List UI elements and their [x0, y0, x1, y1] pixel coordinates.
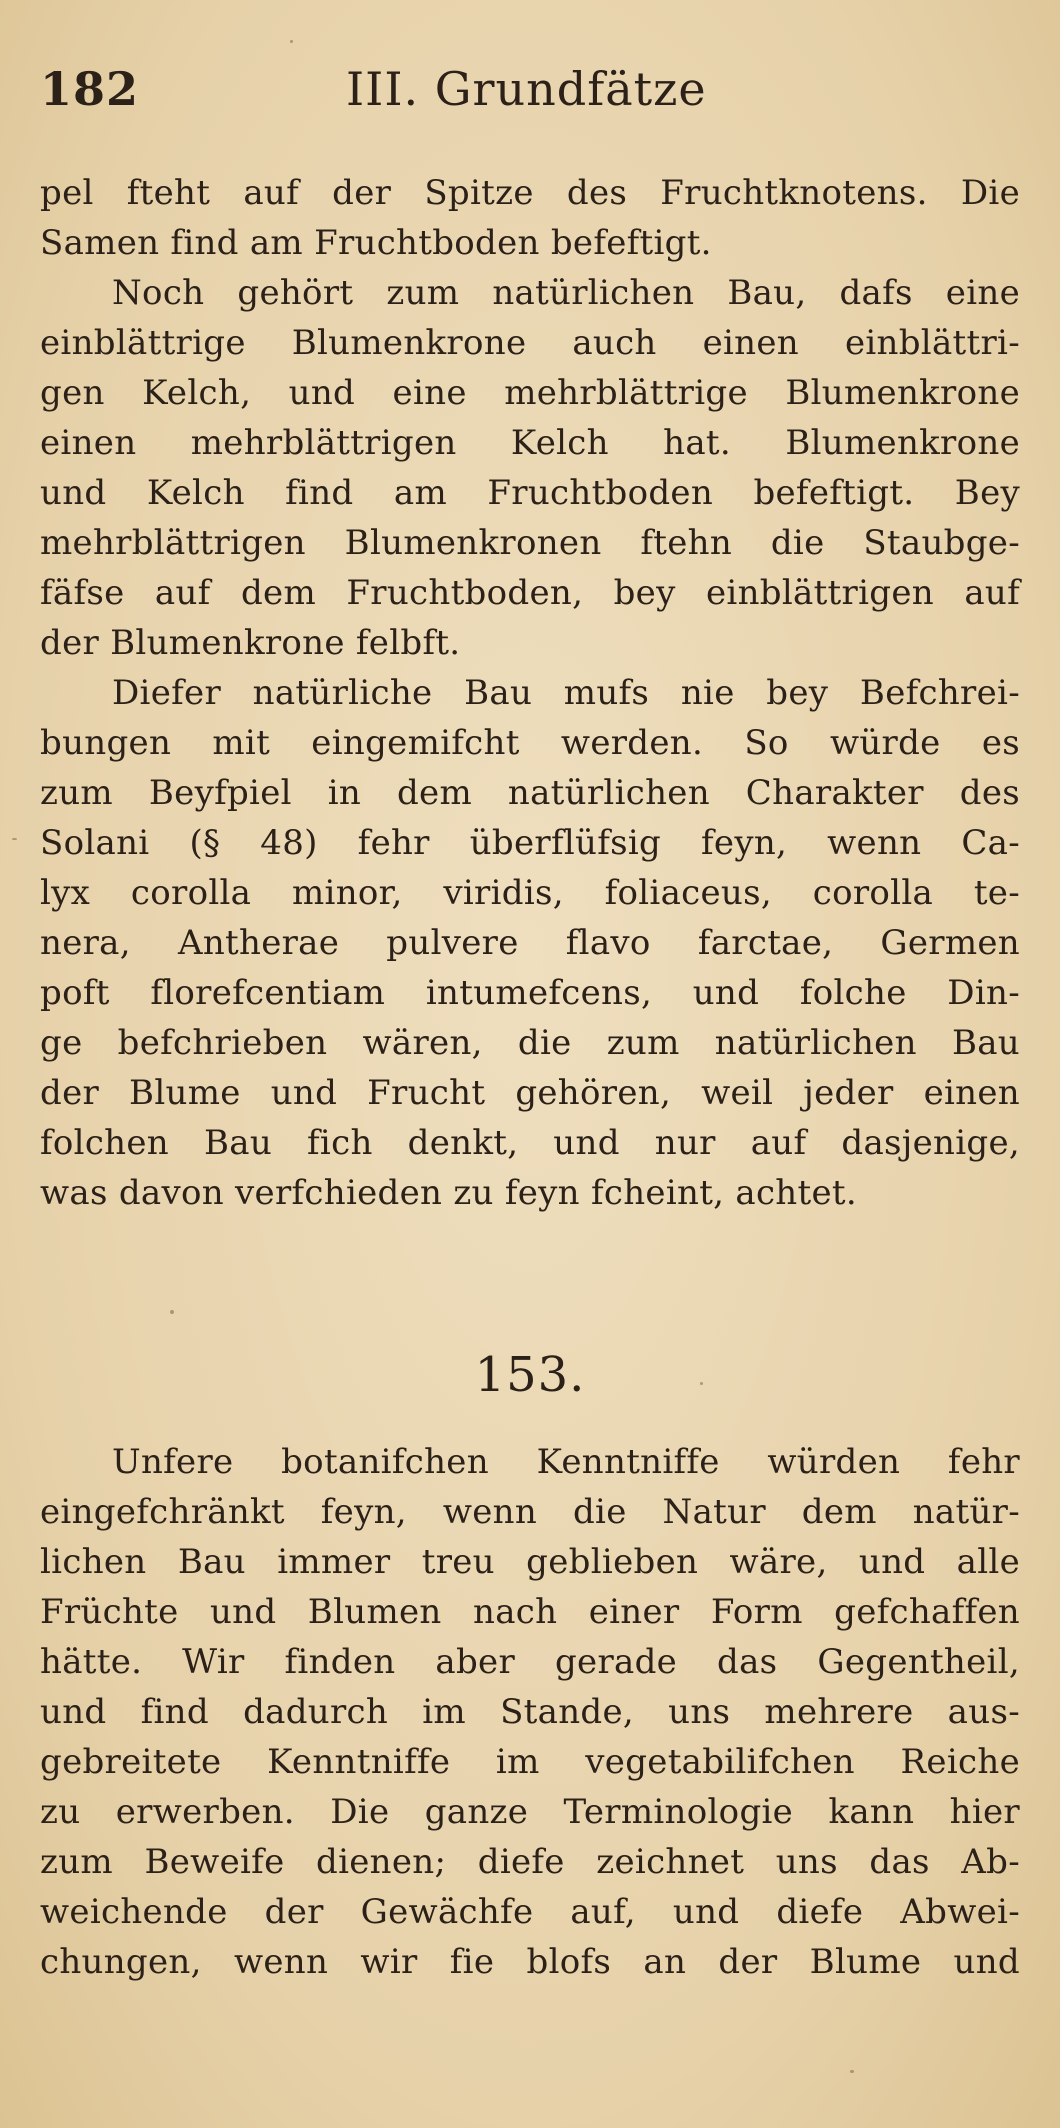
- text-line: lyx corolla minor, viridis, foliaceus, corolla te-: [40, 873, 1020, 913]
- text-line: nera, Antherae pulvere flavo farctae, Germen: [40, 923, 1020, 963]
- text-line: und Kelch find am Fruchtboden befeftigt. Bey: [40, 473, 1020, 513]
- text-line: ge befchrieben wären, die zum natürlichen Bau: [40, 1023, 1020, 1063]
- text-line: Solani (§ 48) fehr überflüfsig feyn, wenn Ca-: [40, 823, 1020, 863]
- paper-speck: [850, 2070, 854, 2073]
- text-line: zu erwerben. Die ganze Terminologie kann hier: [40, 1792, 1020, 1832]
- text-block-upper: [40, 168, 1020, 1218]
- text-line: Noch gehört zum natürlichen Bau, dafs eine: [112, 273, 1020, 313]
- paper-speck: [700, 1382, 703, 1385]
- text-line: einblättrige Blumenkrone auch einen einblättri-: [40, 323, 1020, 363]
- text-line: was davon verfchieden zu feyn fcheint, achtet.: [40, 1173, 857, 1213]
- text-line: und find dadurch im Stande, uns mehrere aus-: [40, 1692, 1020, 1732]
- text-line: der Blume und Frucht gehören, weil jeder einen: [40, 1073, 1020, 1113]
- paper-speck: [12, 838, 17, 840]
- paper-speck: [170, 1310, 174, 1314]
- section-number: 153.: [474, 1347, 586, 1403]
- text-line: Diefer natürliche Bau mufs nie bey Befchrei-: [112, 673, 1020, 713]
- text-line: chungen, wenn wir fie blofs an der Blume und: [40, 1942, 1020, 1982]
- text-line: gebreitete Kenntniffe im vegetabilifchen Reiche: [40, 1742, 1020, 1782]
- text-line: eingefchränkt feyn, wenn die Natur dem natür-: [40, 1492, 1020, 1532]
- text-line: weichende der Gewächfe auf, und diefe Abwei-: [40, 1892, 1020, 1932]
- text-line: einen mehrblättrigen Kelch hat. Blumenkrone: [40, 423, 1020, 463]
- text-line: zum Beweife dienen; diefe zeichnet uns das Ab-: [40, 1842, 1020, 1882]
- text-line: hätte. Wir finden aber gerade das Gegentheil,: [40, 1642, 1020, 1682]
- text-line: der Blumenkrone felbft.: [40, 623, 461, 663]
- text-line: gen Kelch, und eine mehrblättrige Blumenkrone: [40, 373, 1020, 413]
- page-header: [40, 62, 1020, 132]
- text-line: mehrblättrigen Blumenkronen ftehn die Staubge-: [40, 523, 1020, 563]
- text-line: poft florefcentiam intumefcens, und folche Din-: [40, 973, 1020, 1013]
- text-line: Unfere botanifchen Kenntniffe würden fehr: [112, 1442, 1020, 1482]
- text-line: fäfse auf dem Fruchtboden, bey einblättrigen auf: [40, 573, 1020, 613]
- paper-speck: [290, 40, 293, 43]
- text-line: Samen find am Fruchtboden befeftigt.: [40, 223, 712, 263]
- text-line: zum Beyfpiel in dem natürlichen Charakter des: [40, 773, 1020, 813]
- text-line: Früchte und Blumen nach einer Form gefchaffen: [40, 1592, 1020, 1632]
- text-block-lower: [40, 1437, 1020, 1987]
- page-number: 182: [40, 62, 140, 116]
- text-line: folchen Bau fich denkt, und nur auf dasjenige,: [40, 1123, 1020, 1163]
- running-head: III. Grundfätze: [346, 62, 707, 116]
- text-line: pel fteht auf der Spitze des Fruchtknotens. Die: [40, 173, 1020, 213]
- text-line: bungen mit eingemifcht werden. So würde es: [40, 723, 1020, 763]
- text-line: lichen Bau immer treu geblieben wäre, und alle: [40, 1542, 1020, 1582]
